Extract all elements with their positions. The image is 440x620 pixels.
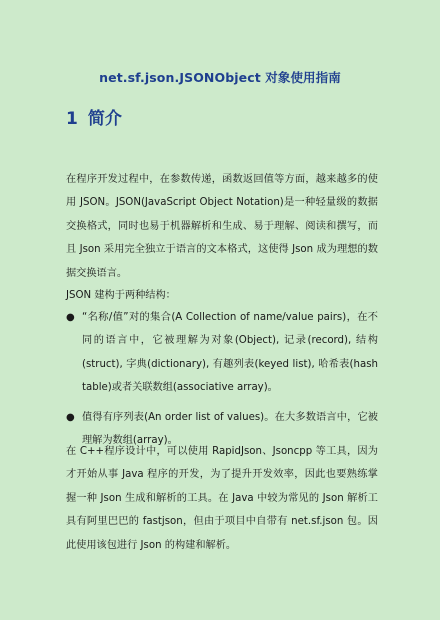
section-title: 简介 xyxy=(87,109,122,129)
bullet-icon: ● xyxy=(66,411,75,423)
intro-paragraph: 在程序开发过程中，在参数传递，函数返回值等方面，越来越多的使用 JSON。JSON(JavaScript Object Notation)是一种轻量级的数据交换格式，同时也易于机器解析和生成、易于理解、阅读和撰写，而且 Json 采用完全独立于语言的文本格式，这使得 Json 成为理想的数据交换语言。 xyxy=(66,174,378,279)
tools-paragraph: 在 C++程序设计中，可以使用 RapidJson、Jsoncpp 等工具，因为才开始从事 Java 程序的开发，为了提升开发效率，因此也要熟练掌握一种 Json 生成和解析的工具。在 Java 中较为常见的 Json 解析工具有阿里巴巴的 fastjson，但由于项目中自带有 net.sf.json 包。因此使用该包进行 Json 的构建和解析。 xyxy=(66,446,378,551)
list-item xyxy=(66,306,378,400)
list-item-text: “名称/值”对的集合(A Collection of name/value pairs)，在不同的语言中，它被理解为对象(Object), 记录(record), 结构(struct), 字典(dictionary), 有趣列表(keyed list), 哈希表(hash table)或者关联数组(associative array)。 xyxy=(82,312,378,394)
section-number: 1 xyxy=(66,109,78,129)
document-title: net.sf.json.JSONObject 对象使用指南 xyxy=(99,70,341,85)
list-item-text: 值得有序列表(An order list of values)。在大多数语言中，它被理解为数组(array)。 xyxy=(82,411,378,447)
bullet-icon: ● xyxy=(66,312,75,323)
structure-intro: JSON 建构于两种结构： xyxy=(66,290,176,301)
structure-list xyxy=(66,306,378,458)
section-heading xyxy=(66,104,122,129)
